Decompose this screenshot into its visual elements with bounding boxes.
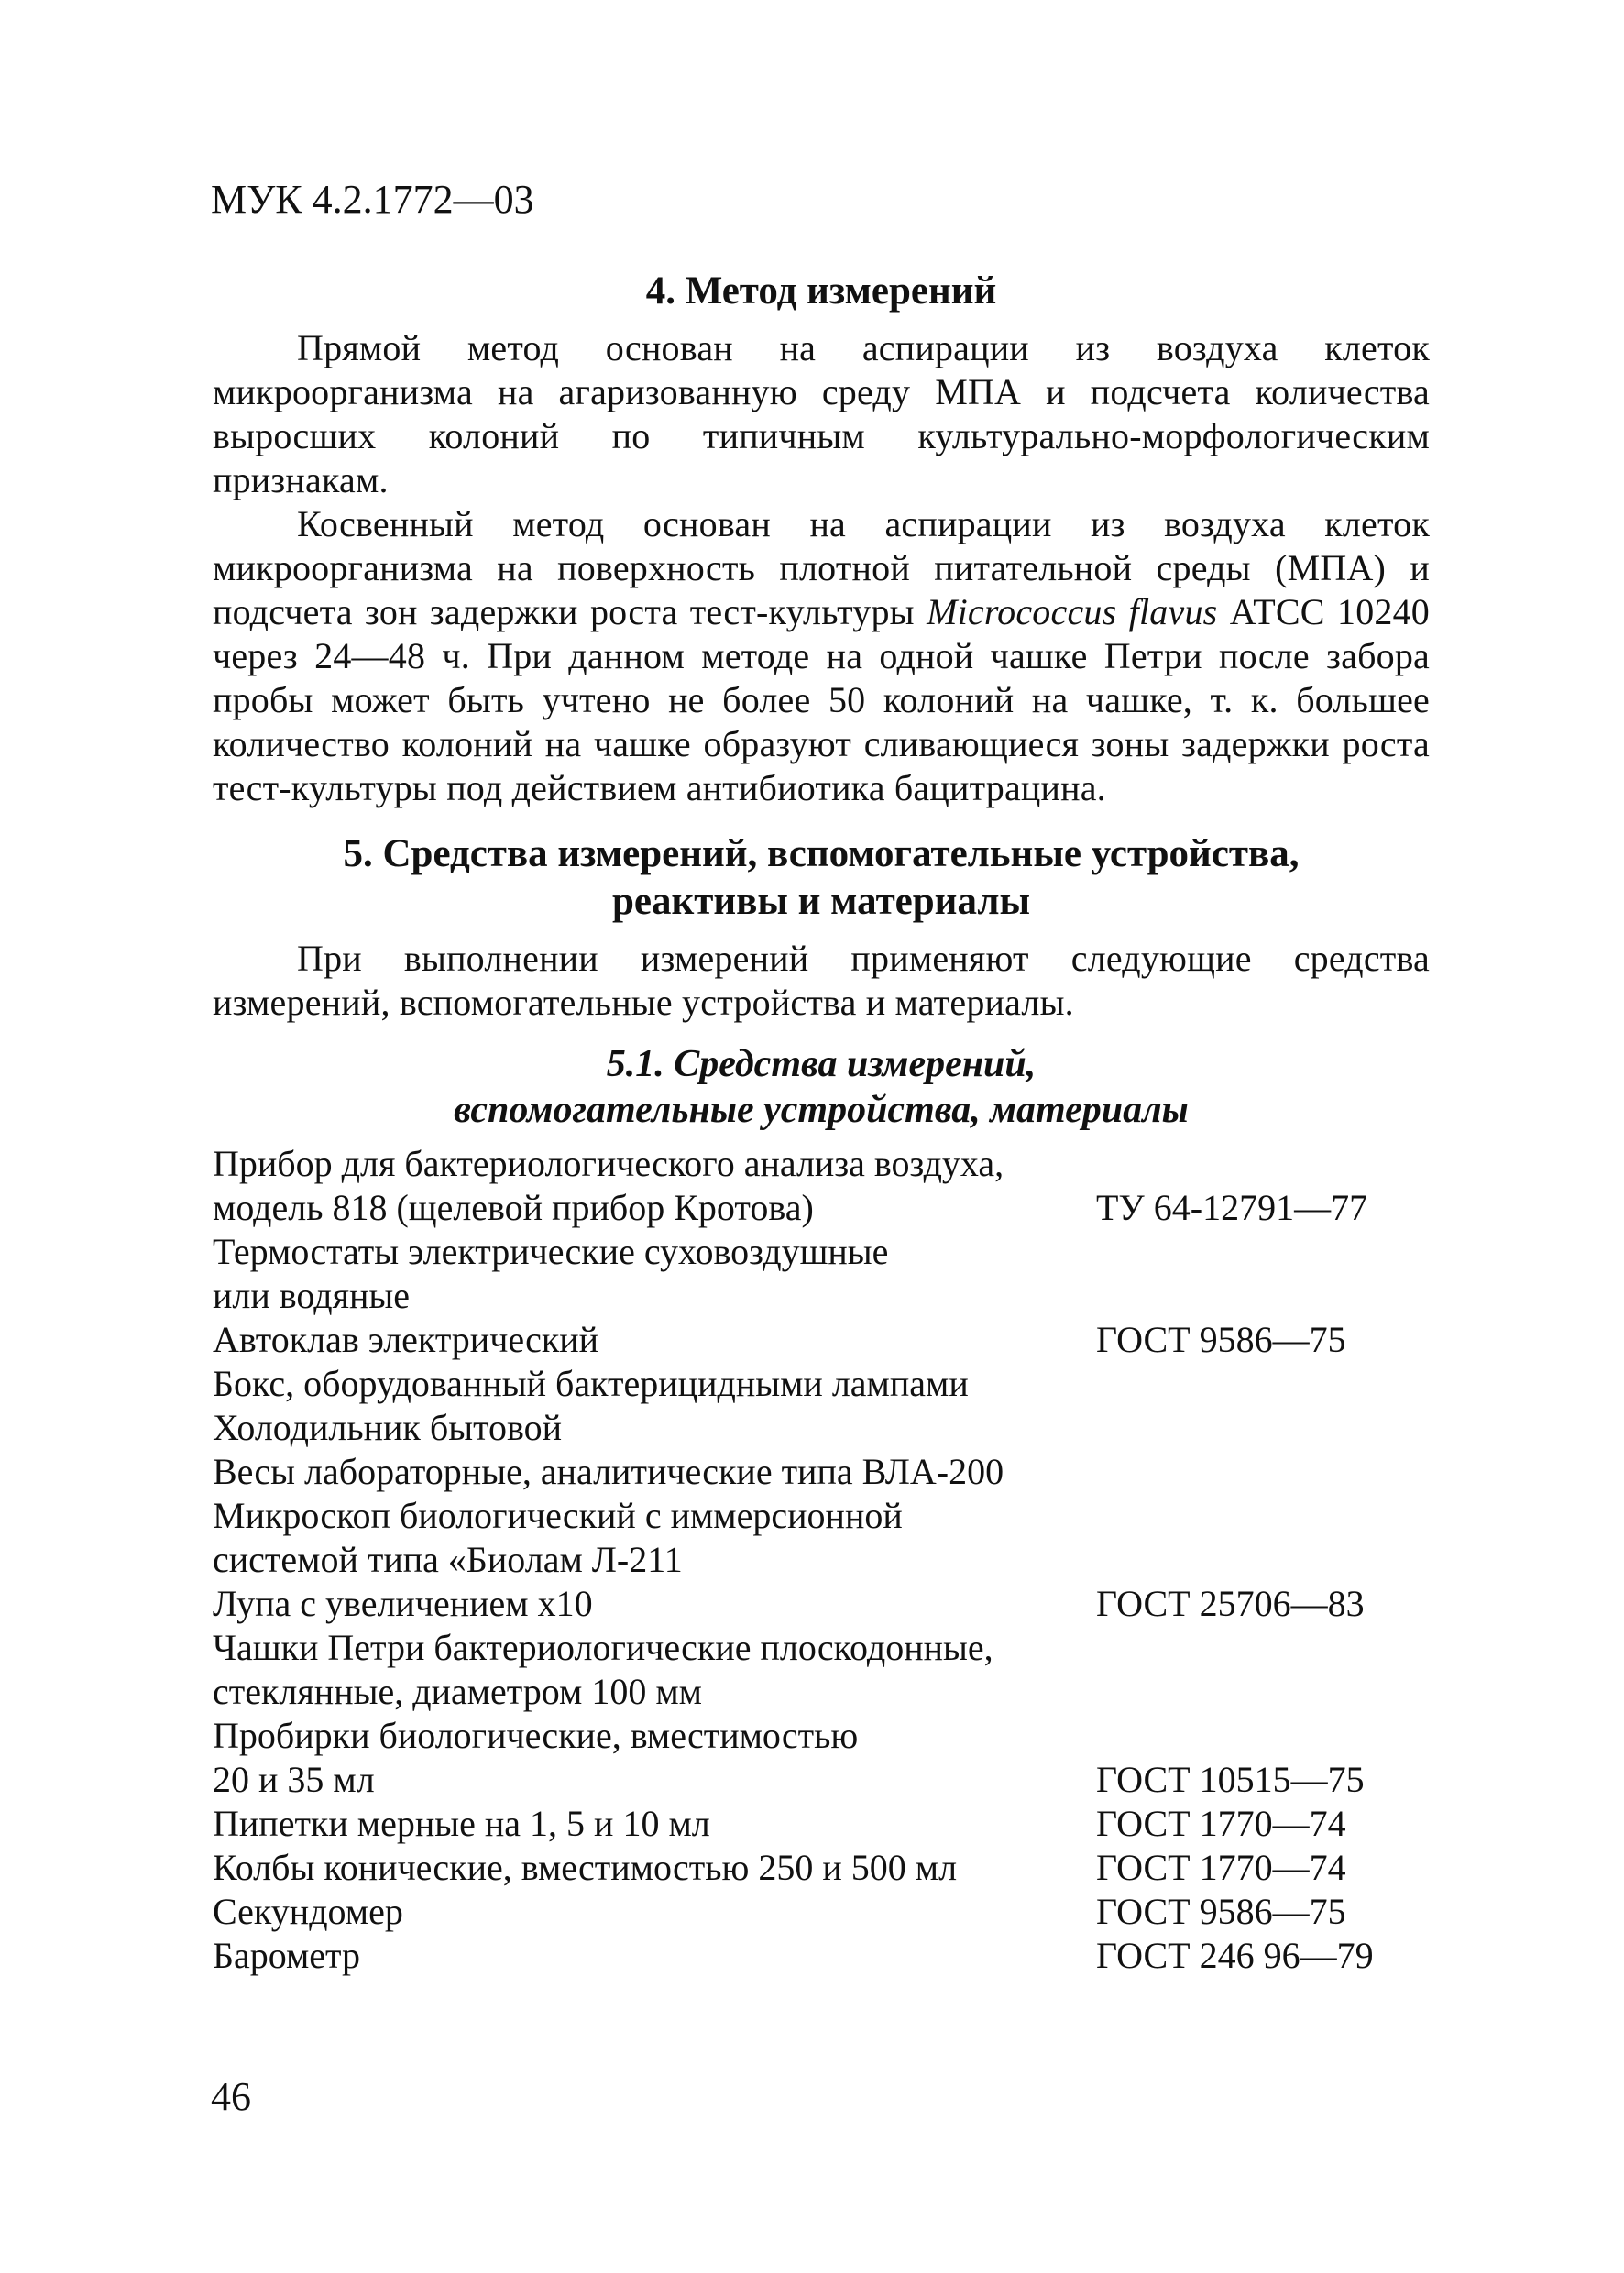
equipment-name: Микроскоп биологический с иммерсионной (213, 1495, 903, 1536)
equipment-name: Холодильник бытовой (213, 1407, 563, 1448)
equipment-name: модель 818 (щелевой прибор Кротова) (213, 1187, 814, 1228)
equipment-row (213, 1626, 1430, 1670)
equipment-row (213, 1846, 1430, 1890)
equipment-row (213, 1582, 1430, 1626)
equipment-standard: ТУ 64-12791—77 (1096, 1187, 1368, 1228)
equipment-row (213, 1274, 1430, 1318)
equipment-name: Барометр (213, 1935, 360, 1976)
equipment-name: Чашки Петри бактериологические плоскодонные, (213, 1627, 993, 1668)
equipment-row (213, 1538, 1430, 1582)
equipment-name: или водяные (213, 1275, 411, 1316)
equipment-standard: ГОСТ 1770—74 (1096, 1847, 1346, 1888)
equipment-name: Термостаты электрические суховоздушные (213, 1231, 889, 1272)
equipment-name: стеклянные, диаметром 100 мм (213, 1671, 702, 1712)
equipment-name: Весы лабораторные, аналитические типа ВЛА-200 (213, 1451, 1004, 1492)
equipment-standard: ГОСТ 25706—83 (1096, 1583, 1365, 1624)
equipment-row (213, 1406, 1430, 1450)
section-5-title (213, 830, 1430, 926)
equipment-name: Секундомер (213, 1891, 403, 1932)
equipment-row (213, 1934, 1430, 1978)
section-5-1-title-line-2: вспомогательные устройства, материалы (454, 1089, 1189, 1131)
equipment-name: системой типа «Биолам Л-211 (213, 1539, 683, 1580)
equipment-standard: ГОСТ 9586—75 (1096, 1891, 1346, 1932)
equipment-row (213, 1230, 1430, 1274)
paragraph-2-text-start: Косвенный метод основан на аспирации из воздуха клеток микроорганизма на поверхность плотной питательной среды (МПА) и подсчета зон задержки роста тест-культуры (213, 503, 1430, 632)
equipment-standard: ГОСТ 10515—75 (1096, 1759, 1365, 1800)
section-5-1-title (213, 1041, 1430, 1133)
equipment-name: 20 и 35 мл (213, 1759, 375, 1800)
equipment-row (213, 1494, 1430, 1538)
equipment-name: Пробирки биологические, вместимостью (213, 1715, 859, 1756)
section-4-paragraph-1: Прямой метод основан на аспирации из воздуха клеток микроорганизма на агаризованную среду МПА и подсчета количества выросших колоний по типичным культурально-морфологическим признакам. (213, 327, 1430, 500)
equipment-row (213, 1450, 1430, 1494)
equipment-name: Автоклав электрический (213, 1319, 599, 1360)
equipment-name: Пипетки мерные на 1, 5 и 10 мл (213, 1803, 710, 1844)
section-4-title: 4. Метод измерений (645, 269, 997, 313)
document-code: МУК 4.2.1772—03 (211, 177, 534, 222)
equipment-row (213, 1714, 1430, 1758)
page-content (213, 268, 1430, 1978)
equipment-row (213, 1802, 1430, 1846)
equipment-name: Лупа с увеличением х10 (213, 1583, 593, 1624)
equipment-name: Колбы конические, вместимостью 250 и 500 мл (213, 1847, 958, 1888)
equipment-standard: ГОСТ 246 96—79 (1096, 1935, 1374, 1976)
equipment-name: Бокс, оборудованный бактерицидными лампами (213, 1363, 969, 1404)
section-4-paragraph-2 (213, 502, 1430, 810)
species-name: Micrococcus flavus (927, 591, 1218, 632)
equipment-row (213, 1670, 1430, 1714)
equipment-list (213, 1142, 1430, 1978)
page-number: 46 (211, 2074, 251, 2119)
equipment-row (213, 1362, 1430, 1406)
equipment-row (213, 1142, 1430, 1186)
equipment-row (213, 1318, 1430, 1362)
equipment-row (213, 1758, 1430, 1802)
paragraph-2-text-end: АТСС 10240 через 24—48 ч. При данном методе на одной чашке Петри после забора пробы может быть учтено не более 50 колоний на чашке, т. к. большее количество колоний на чашке образуют сливающиеся зоны задержки роста тест-культуры под действием антибиотика бацитрацина. (213, 591, 1430, 808)
section-5-title-line-2: реактивы и материалы (611, 880, 1031, 923)
section-5-1-title-line-1: 5.1. Средства измерений, (606, 1043, 1037, 1085)
equipment-standard: ГОСТ 9586—75 (1096, 1319, 1346, 1360)
equipment-row (213, 1890, 1430, 1934)
equipment-name: Прибор для бактериологического анализа воздуха, (213, 1143, 1004, 1184)
equipment-standard: ГОСТ 1770—74 (1096, 1803, 1346, 1844)
equipment-row (213, 1186, 1430, 1230)
section-5-intro: При выполнении измерений применяют следующие средства измерений, вспомогательные устройства и материалы. (213, 938, 1430, 1023)
section-5-title-line-1: 5. Средства измерений, вспомогательные устройства, (343, 832, 1300, 875)
